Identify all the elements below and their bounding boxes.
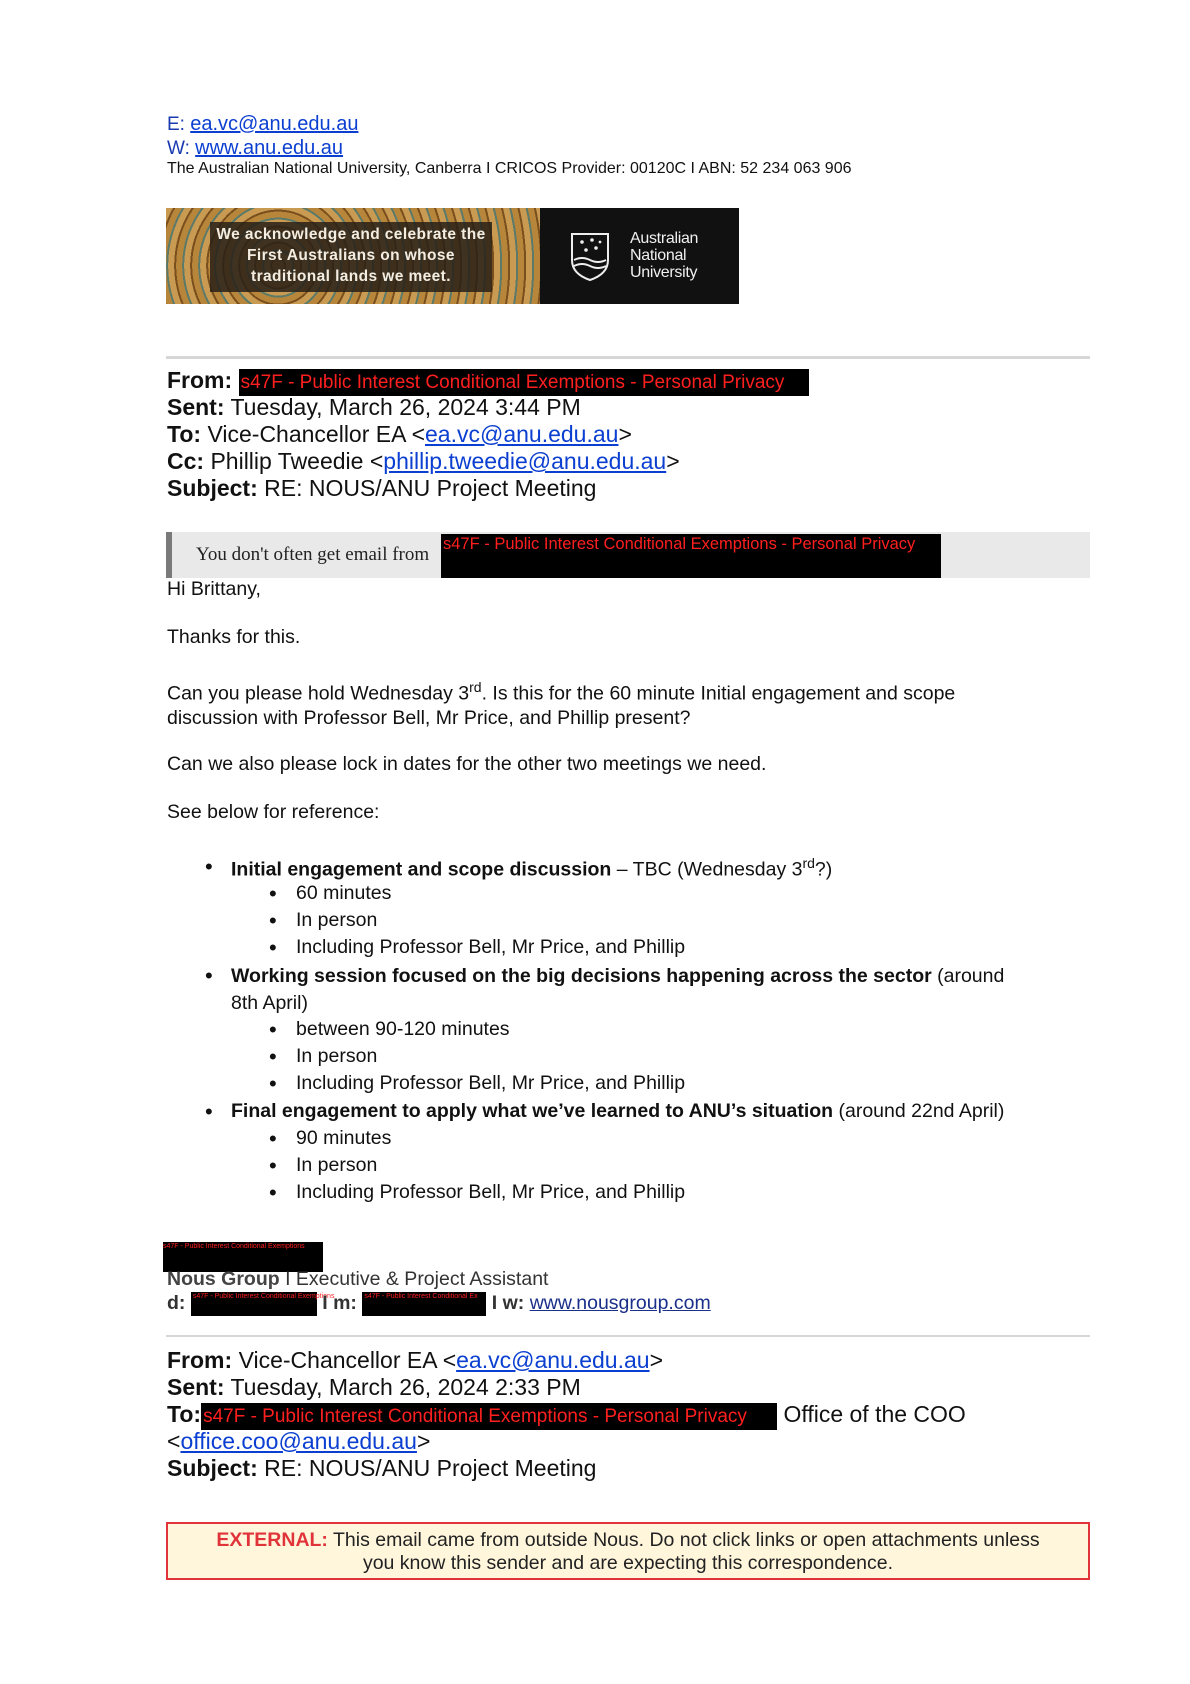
to-close: > <box>618 421 632 447</box>
para-text: Can you please hold Wednesday 3 <box>167 682 470 705</box>
nous-web-link[interactable]: www.nousgroup.com <box>529 1292 711 1315</box>
meeting-detail: (around <box>931 965 1005 987</box>
external-text: This email came from outside Nous. Do not click links or open attachments unless <box>327 1529 1040 1551</box>
email1-subject <box>167 475 596 502</box>
list-item: • 90 minutes <box>296 1127 391 1150</box>
to-label: To: <box>167 421 202 447</box>
external-line-1 <box>168 1529 1088 1552</box>
web-label: W: <box>167 138 190 159</box>
meeting-title: Final engagement to apply what we’ve learned to ANU’s situation <box>231 1100 834 1122</box>
external-sender-notice <box>166 532 1090 578</box>
from-label: From: <box>167 1347 233 1373</box>
redaction-block: s47F - Public Interest Conditional Exemptions <box>191 1292 317 1316</box>
body-paragraph: Thanks for this. <box>167 626 301 648</box>
external-line-2: you know this sender and are expecting this correspondence. <box>362 1552 894 1574</box>
from-name: Vice-Chancellor EA < <box>238 1347 457 1373</box>
body-paragraph <box>167 675 955 730</box>
email-label: E: <box>167 114 185 135</box>
from-email-link[interactable]: ea.vc@anu.edu.au <box>456 1347 650 1373</box>
list-item <box>231 963 1071 1017</box>
to-close: > <box>416 1428 431 1454</box>
meeting-detail: – TBC (Wednesday 3 <box>611 858 803 881</box>
external-warning-banner <box>166 1522 1090 1580</box>
meeting-detail: 8th April) <box>231 992 308 1014</box>
superscript: rd <box>469 679 482 695</box>
to-email-link[interactable]: ea.vc@anu.edu.au <box>425 421 619 447</box>
superscript: rd <box>802 855 815 871</box>
email2-to-cont <box>167 1428 430 1455</box>
mobile-label: I m: <box>316 1292 357 1315</box>
sent-date: Tuesday, March 26, 2024 2:33 PM <box>230 1374 581 1400</box>
list-item <box>231 1100 1004 1123</box>
cc-name: Phillip Tweedie < <box>210 448 384 474</box>
to-name: Office of the COO <box>783 1401 966 1427</box>
anu-crest-icon <box>566 230 614 282</box>
list-item: • between 90-120 minutes <box>296 1018 510 1041</box>
divider <box>166 1335 1090 1337</box>
external-label: EXTERNAL: <box>216 1529 328 1551</box>
email2-from <box>167 1347 663 1374</box>
from-close: > <box>649 1347 663 1373</box>
meeting-title: Working session focused on the big decisions happening across the sector <box>231 965 932 987</box>
cc-label: Cc: <box>167 448 205 474</box>
meeting-detail: ?) <box>814 858 833 881</box>
acknowledgement-text: We acknowledge and celebrate the First Australians on whose traditional lands we meet. <box>210 222 492 292</box>
list-item: • Including Professor Bell, Mr Price, and Phillip <box>296 1072 685 1095</box>
list-item: • Including Professor Bell, Mr Price, and Phillip <box>296 1181 685 1204</box>
email2-sent <box>167 1374 581 1401</box>
to-open: < <box>167 1428 181 1454</box>
logo-line-3: University <box>630 264 698 281</box>
subject-text: RE: NOUS/ANU Project Meeting <box>264 1455 597 1481</box>
signature-email-line <box>167 112 358 137</box>
email1-cc <box>167 448 680 475</box>
anu-logo <box>540 208 739 304</box>
signature-web-link[interactable]: www.anu.edu.au <box>195 137 344 159</box>
sent-date: Tuesday, March 26, 2024 3:44 PM <box>230 394 581 420</box>
web-label: I w: <box>486 1292 525 1315</box>
redaction-block: s47F - Public Interest Conditional Exemptions - Personal Privacy <box>201 1403 777 1430</box>
email1-sent <box>167 394 581 421</box>
body-paragraph: Can we also please lock in dates for the other two meetings we need. <box>167 753 767 775</box>
nous-signature-title <box>167 1268 548 1291</box>
nous-signature-contact <box>167 1292 711 1316</box>
cc-close: > <box>666 448 680 474</box>
list-item <box>231 855 832 882</box>
acknowledgement-banner <box>166 208 739 304</box>
sent-label: Sent: <box>167 394 225 420</box>
cc-email-link[interactable]: phillip.tweedie@anu.edu.au <box>383 448 667 474</box>
to-email-link[interactable]: office.coo@anu.edu.au <box>180 1428 417 1454</box>
signature-address: The Australian National University, Canberra I CRICOS Provider: 00120C I ABN: 52 234 063 906 <box>167 160 852 177</box>
logo-line-1: Australian <box>630 230 699 247</box>
list-item: • Including Professor Bell, Mr Price, and Phillip <box>296 936 685 959</box>
meeting-title: Initial engagement and scope discussion <box>231 858 612 881</box>
banner-artwork <box>166 208 540 304</box>
list-item: • In person <box>296 909 377 932</box>
greeting: Hi Brittany, <box>167 578 261 600</box>
email2-subject <box>167 1455 596 1482</box>
notice-text: You don't often get email from <box>196 544 430 565</box>
subject-label: Subject: <box>167 1455 258 1481</box>
email1-to <box>167 421 632 448</box>
to-name: Vice-Chancellor EA < <box>207 421 426 447</box>
direct-label: d: <box>167 1292 186 1315</box>
redaction-block: s47F - Public Interest Conditional Exemptions - Personal Privacy <box>441 534 941 578</box>
email2-to <box>167 1401 966 1430</box>
list-item: • 60 minutes <box>296 882 391 905</box>
redaction-block: s47F - Public Interest Conditional Ex <box>362 1292 486 1316</box>
list-item: • In person <box>296 1045 377 1068</box>
signature-email-link[interactable]: ea.vc@anu.edu.au <box>190 113 359 135</box>
divider <box>166 356 1090 359</box>
meeting-detail: (around 22nd April) <box>833 1100 1005 1122</box>
subject-label: Subject: <box>167 475 258 501</box>
job-title: I Executive & Project Assistant <box>279 1268 549 1290</box>
from-label: From: <box>167 367 233 393</box>
para-text: discussion with Professor Bell, Mr Price, and Phillip present? <box>167 706 691 729</box>
logo-line-2: National <box>630 247 687 264</box>
email1-from <box>167 367 809 396</box>
to-label: To: <box>167 1401 202 1427</box>
body-paragraph: See below for reference: <box>167 801 380 823</box>
company-name: Nous Group <box>167 1268 280 1290</box>
list-item: • In person <box>296 1154 377 1177</box>
signature-web-line <box>167 136 343 161</box>
redaction-block: s47F - Public Interest Conditional Exemptions - Personal Privacy <box>239 369 809 396</box>
redaction-block: s47F - Public Interest Conditional Exemptions <box>163 1242 323 1272</box>
sent-label: Sent: <box>167 1374 225 1400</box>
subject-text: RE: NOUS/ANU Project Meeting <box>264 475 597 501</box>
anu-logo-text <box>630 230 698 281</box>
para-text: . Is this for the 60 minute Initial engagement and scope <box>481 682 956 705</box>
